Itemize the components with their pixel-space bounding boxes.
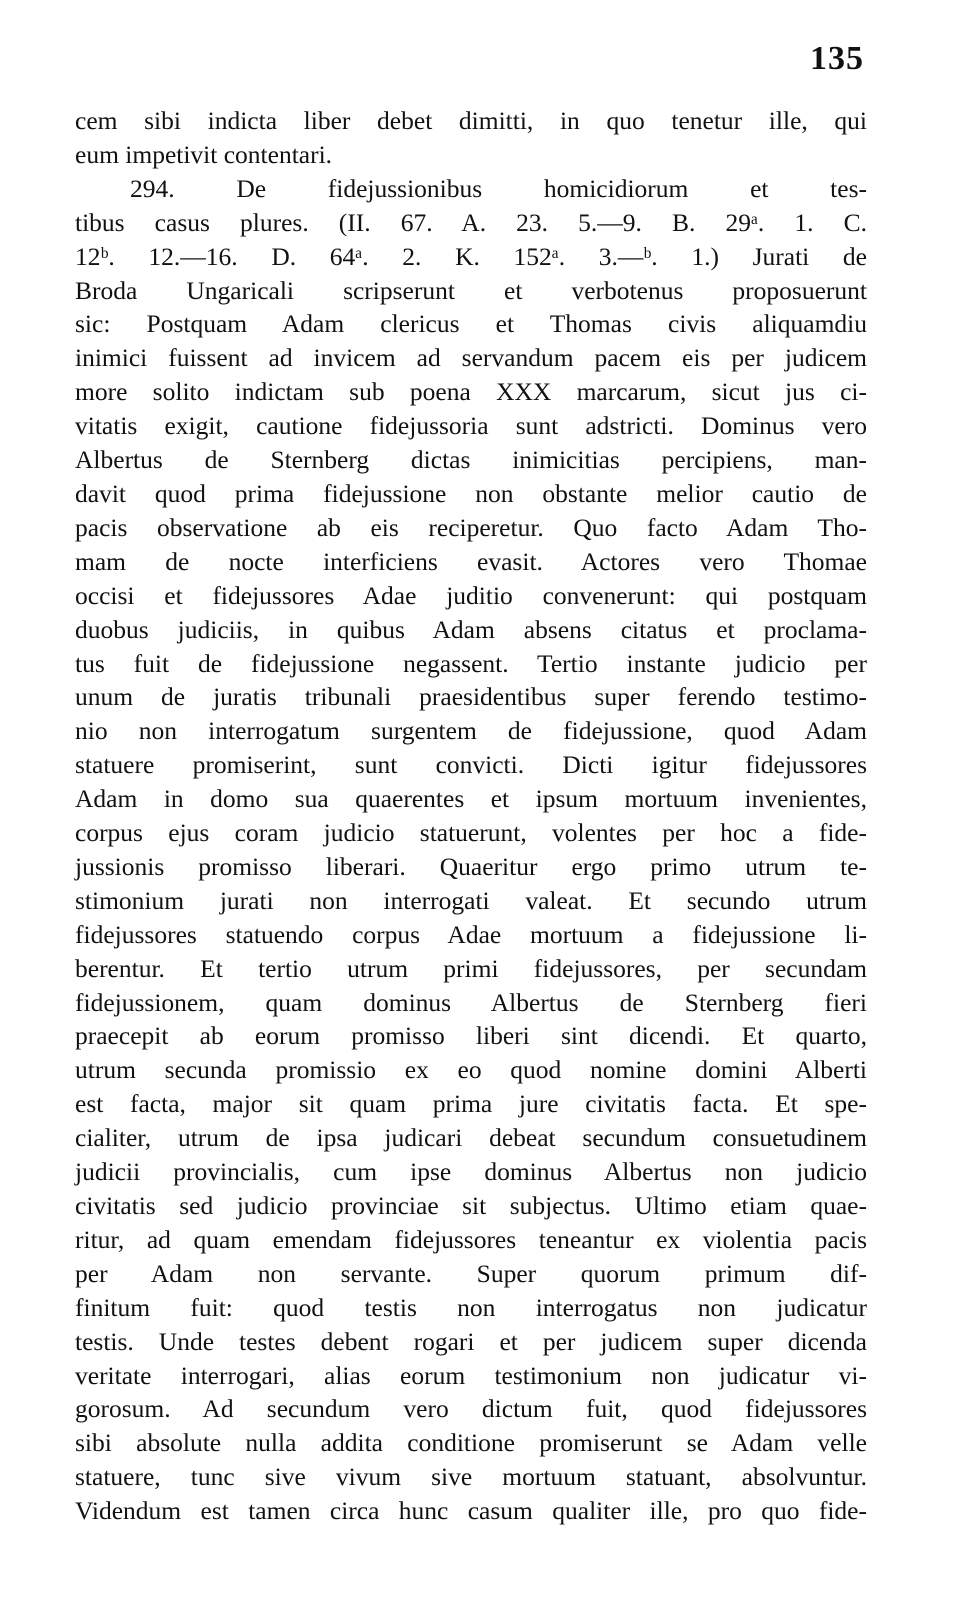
text-line: Adam in domo sua quaerentes et ipsum mortuum invenientes, <box>75 784 867 814</box>
text-line: eum impetivit contentari. <box>75 139 333 169</box>
text-line: more solito indictam sub poena XXX marcarum, sicut jus ci- <box>75 377 867 407</box>
text-line: finitum fuit: quod testis non interrogatus non judicatur <box>75 1292 867 1322</box>
text-line: ritur, ad quam emendam fidejussores teneantur ex violentia pacis <box>75 1224 867 1254</box>
text-line: testis. Unde testes debent rogari et per judicem super dicenda <box>75 1326 867 1356</box>
text-line: veritate interrogari, alias eorum testimonium non judicatur vi- <box>75 1360 867 1390</box>
text-line: fidejussores statuendo corpus Adae mortuum a fidejussione li- <box>75 919 867 949</box>
text-line: pacis observatione ab eis reciperetur. Quo facto Adam Tho- <box>75 512 867 542</box>
text-line: 12ᵇ. 12.—16. D. 64ᵃ. 2. K. 152ᵃ. 3.—ᵇ. 1.) Jurati de <box>75 241 867 271</box>
text-line: praecepit ab eorum promisso liberi sint dicendi. Et quarto, <box>75 1021 867 1051</box>
text-line: cem sibi indicta liber debet dimitti, in quo tenetur ille, qui <box>75 106 867 135</box>
text-line: duobus judiciis, in quibus Adam absens citatus et proclama- <box>75 614 867 644</box>
text-line: davit quod prima fidejussione non obstante melior cautio de <box>75 478 867 508</box>
page-number: 135 <box>810 40 864 77</box>
text-line: statuere, tunc sive vivum sive mortuum statuant, absolvuntur. <box>75 1462 867 1492</box>
text-line: utrum secunda promissio ex eo quod nomine domini Alberti <box>75 1055 867 1085</box>
text-line: judicii provincialis, cum ipse dominus Albertus non judicio <box>75 1157 867 1187</box>
text-line: mam de nocte interficiens evasit. Actores vero Thomae <box>75 546 867 576</box>
text-line: sic: Postquam Adam clericus et Thomas civis aliquamdiu <box>75 309 867 339</box>
text-line: fidejussionem, quam dominus Albertus de Sternberg fieri <box>75 987 867 1017</box>
text-line: berentur. Et tertio utrum primi fidejussores, per secundam <box>75 953 867 983</box>
text-line: tibus casus plures. (II. 67. A. 23. 5.—9. B. 29ᵃ. 1. C. <box>75 207 867 237</box>
text-line: stimonium jurati non interrogati valeat. Et secundo utrum <box>75 885 867 915</box>
text-line: est facta, major sit quam prima jure civitatis facta. Et spe- <box>75 1089 867 1119</box>
text-line: occisi et fidejussores Adae juditio convenerunt: qui postquam <box>75 580 867 610</box>
text-line: cialiter, utrum de ipsa judicari debeat secundum consuetudinem <box>75 1123 867 1153</box>
text-line: civitatis sed judicio provinciae sit subjectus. Ultimo etiam quae- <box>75 1191 867 1220</box>
text-line: Albertus de Sternberg dictas inimicitias percipiens, man- <box>75 445 867 475</box>
text-line: tus fuit de fidejussione negassent. Tertio instante judicio per <box>75 648 867 678</box>
text-line: statuere promiserint, sunt convicti. Dicti igitur fidejussores <box>75 750 867 780</box>
body-text <box>75 104 867 1528</box>
text-line: gorosum. Ad secundum vero dictum fuit, quod fidejussores <box>75 1394 867 1424</box>
text-line: vitatis exigit, cautione fidejussoria sunt adstricti. Dominus vero <box>75 411 867 441</box>
text-line: Broda Ungaricali scripserunt et verbotenus proposuerunt <box>75 275 867 305</box>
text-line: per Adam non servante. Super quorum primum dif- <box>75 1258 867 1288</box>
text-line: unum de juratis tribunali praesidentibus super ferendo testimo- <box>75 682 867 712</box>
section-heading-line: 294. De fidejussionibus homicidiorum et tes- <box>130 173 867 203</box>
text-line: Videndum est tamen circa hunc casum qualiter ille, pro quo fide- <box>75 1496 867 1526</box>
text-line: sibi absolute nulla addita conditione promiserunt se Adam velle <box>75 1428 867 1458</box>
text-line: nio non interrogatum surgentem de fidejussione, quod Adam <box>75 716 867 746</box>
text-line: corpus ejus coram judicio statuerunt, volentes per hoc a fide- <box>75 818 867 848</box>
text-line: inimici fuissent ad invicem ad servandum pacem eis per judicem <box>75 343 867 373</box>
text-line: jussionis promisso liberari. Quaeritur ergo primo utrum te- <box>75 851 867 881</box>
